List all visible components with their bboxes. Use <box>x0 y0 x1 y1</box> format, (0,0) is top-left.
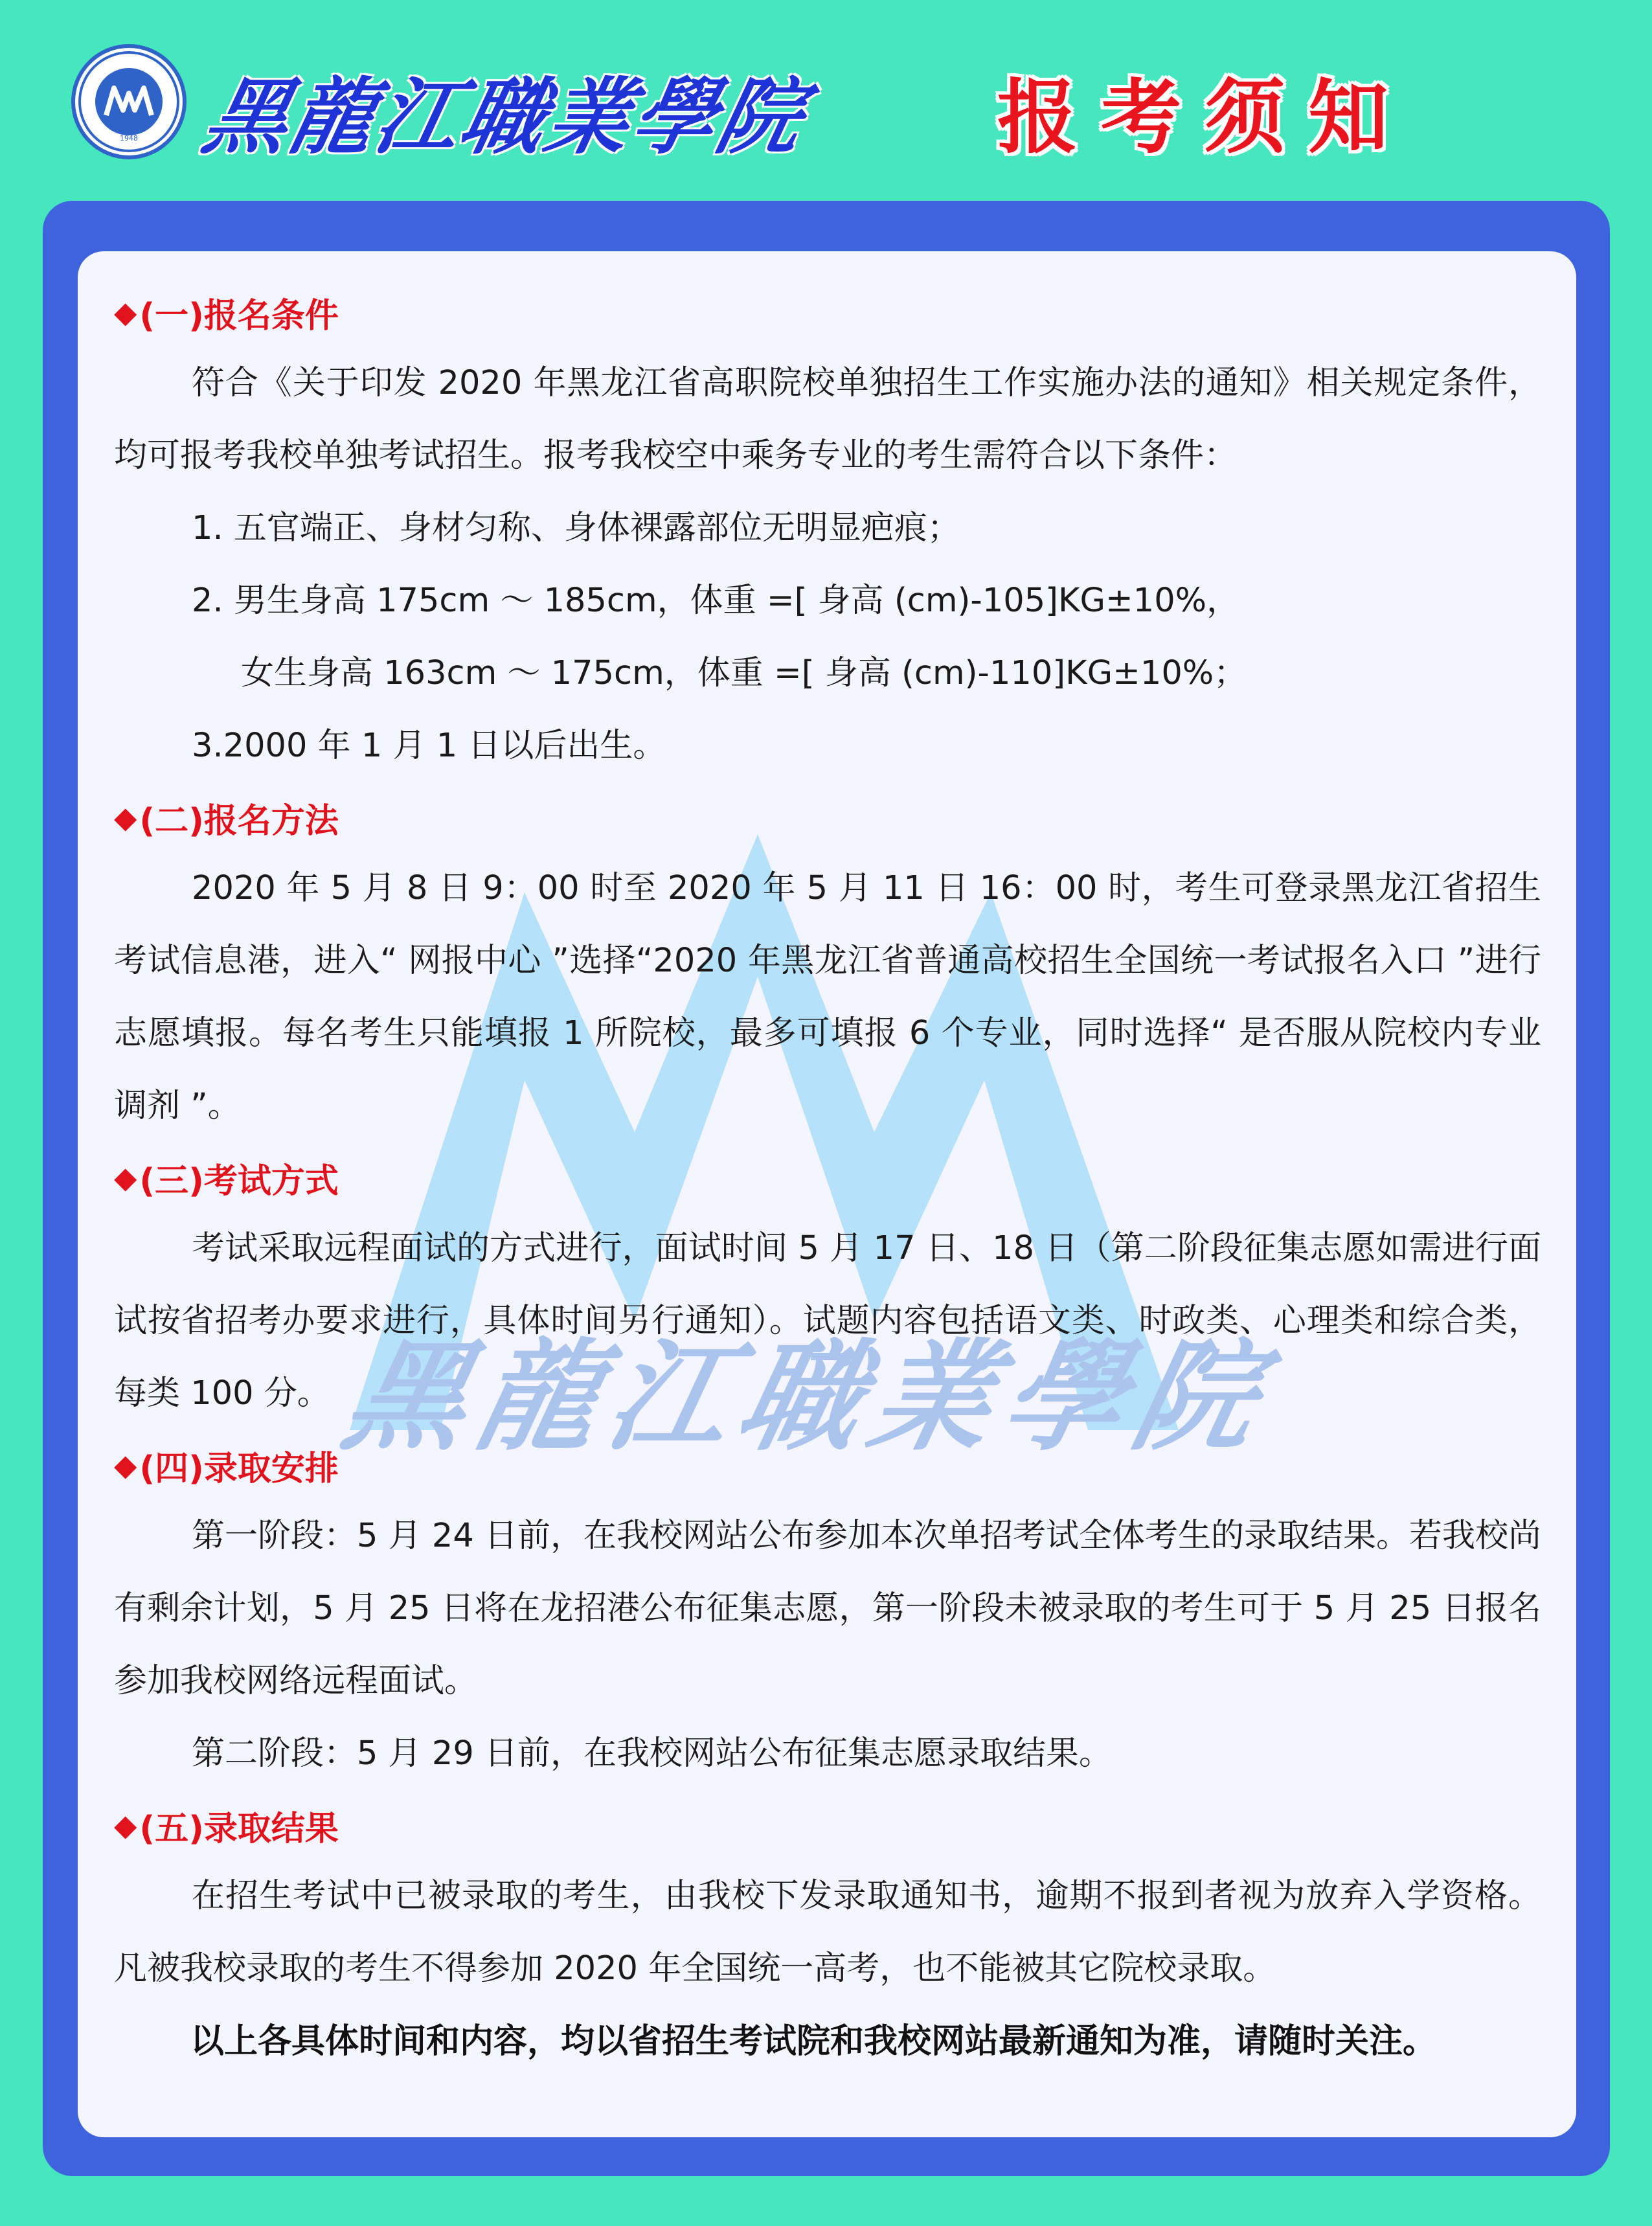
final-note: 以上各具体时间和内容，均以省招生考试院和我校网站最新通知为准，请随时关注。 <box>190 2022 1437 2061</box>
paragraph: 第一阶段：5 月 24 日前，在我校网站公布参加本次单招考试全体考生的录取结果。若我校尚有剩余计划，5 月 25 日将在龙招港公布征集志愿，第一阶段未被录取的考生可于 5 月 25 日报名参加我校网络远程面试。 <box>114 1517 1541 1700</box>
list-item: 3.2000 年 1 月 1 日以后出生。 <box>192 727 666 765</box>
content-panel <box>78 251 1576 2137</box>
section-title-text: (一)报名条件 <box>139 296 339 335</box>
paragraph: 考试采取远程面试的方式进行，面试时间 5 月 17 日、18 日（第二阶段征集志愿如需进行面试按省招考办要求进行，具体时间另行通知）。试题内容包括语文类、时政类、心理类和综合类，每类 100 分。 <box>114 1229 1541 1413</box>
section-title-2 <box>114 782 1541 852</box>
section-title-text: (三)考试方式 <box>139 1161 339 1201</box>
diamond-bullet-icon: ◆ <box>114 1448 137 1482</box>
header <box>0 0 1652 194</box>
section-title-3 <box>114 1142 1541 1212</box>
paragraph: 符合《关于印发 2020 年黑龙江省高职院校单独招生工作实施办法的通知》相关规定条件，均可报考我校单独考试招生。报考我校空中乘务专业的考生需符合以下条件： <box>114 364 1541 475</box>
diamond-bullet-icon: ◆ <box>114 800 137 835</box>
section-title-5 <box>114 1790 1541 1860</box>
section-title-text: (四)录取安排 <box>139 1449 339 1488</box>
school-logo <box>71 44 187 159</box>
section-title-text: (二)报名方法 <box>139 801 339 841</box>
paragraph: 2020 年 5 月 8 日 9：00 时至 2020 年 5 月 11 日 16：00 时，考生可登录黑龙江省招生考试信息港，进入“ 网报中心 ”选择“2020 年黑龙江省普通高校招生全国统一考试报名入口 ”进行志愿填报。每名考生只能填报 1 所院校，最多可填报 6 个专业，同时选择“ 是否服从院校内专业调剂 ”。 <box>114 869 1541 1125</box>
paragraph: 在招生考试中已被录取的考生，由我校下发录取通知书，逾期不报到者视为放弃入学资格。凡被我校录取的考生不得参加 2020 年全国统一高考，也不能被其它院校录取。 <box>114 1877 1541 1988</box>
list-item: 1. 五官端正、身材匀称、身体裸露部位无明显疤痕； <box>192 509 960 547</box>
list-item: 女生身高 163cm ～ 175cm，体重 =[ 身高 (cm)-110]KG±10%； <box>241 654 1247 692</box>
svg-text:1948: 1948 <box>120 134 138 142</box>
section-title-4 <box>114 1430 1541 1500</box>
section-title-text: (五)录取结果 <box>139 1809 339 1848</box>
watermark-text: 黑龍江職業學院 <box>332 1326 1283 1467</box>
notice-content <box>114 277 1541 2078</box>
section-title-1 <box>114 277 1541 347</box>
diamond-bullet-icon: ◆ <box>114 1160 137 1195</box>
diamond-bullet-icon: ◆ <box>114 1808 137 1843</box>
paragraph: 第二阶段：5 月 29 日前，在我校网站公布征集志愿录取结果。 <box>192 1734 1112 1773</box>
page-title: 报考须知 <box>997 71 1412 165</box>
list-item: 2. 男生身高 175cm ～ 185cm，体重 =[ 身高 (cm)-105]KG±10%， <box>192 582 1240 620</box>
school-name: 黑龍江職業學院 <box>195 69 815 166</box>
diamond-bullet-icon: ◆ <box>114 295 137 330</box>
school-logo-icon <box>75 48 183 155</box>
